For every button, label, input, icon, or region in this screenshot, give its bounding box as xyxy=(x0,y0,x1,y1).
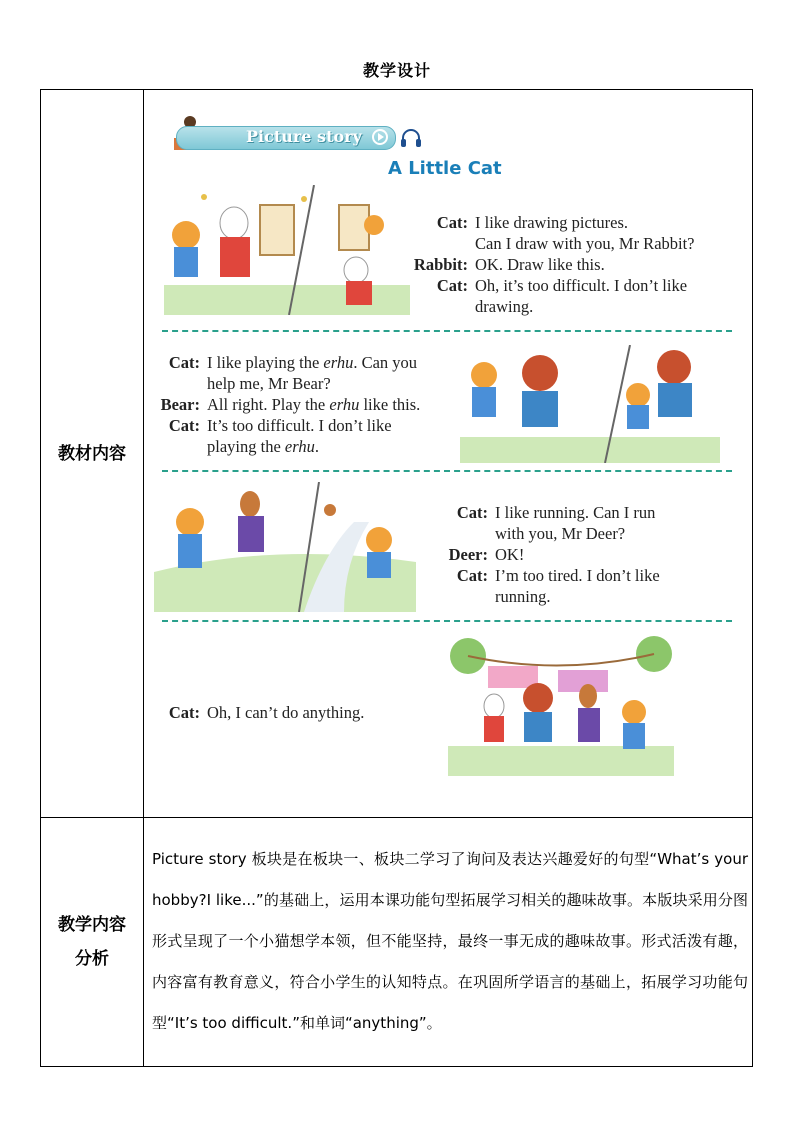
dialog-line: Oh, I can’t do anything. xyxy=(207,703,365,722)
dialog-line: OK. Draw like this. xyxy=(475,255,605,274)
dialog-line: I like running. Can I run xyxy=(495,503,656,522)
materials-label: 教材内容 xyxy=(41,90,144,818)
speaker-label: Cat: xyxy=(456,566,488,585)
erhu-word: erhu xyxy=(323,353,354,372)
dialog-line: I’m too tired. I don’t like xyxy=(495,566,660,585)
story-title: A Little Cat xyxy=(388,158,502,179)
dialog-panel-2 xyxy=(138,352,420,457)
dashed-divider xyxy=(162,330,732,332)
cat-bear-erhu-illustration xyxy=(460,345,720,463)
headphones-icon[interactable] xyxy=(400,128,422,148)
dialog-panel-4 xyxy=(138,702,364,723)
lesson-plan-table xyxy=(40,89,753,1067)
dialog-line: I like drawing pictures. xyxy=(475,213,629,232)
speaker-label: Bear: xyxy=(160,395,200,414)
speaker-label xyxy=(138,436,207,457)
picture-story-banner xyxy=(176,126,396,150)
dialog-line: drawing. xyxy=(475,297,534,316)
materials-content xyxy=(144,90,753,818)
analysis-label-line2: 分析 xyxy=(75,949,109,969)
speaker-label xyxy=(406,233,475,254)
speaker-label: Cat: xyxy=(436,276,468,295)
speaker-label xyxy=(138,373,207,394)
dialog-line: running. xyxy=(495,587,551,606)
speaker-label: Cat: xyxy=(436,213,468,232)
dialog-line: Can I draw with you, Mr Rabbit? xyxy=(475,234,695,253)
banner-label: Picture story xyxy=(246,127,362,146)
erhu-word: erhu xyxy=(284,437,315,456)
dashed-divider xyxy=(162,470,732,472)
speaker-label: Deer: xyxy=(448,545,488,564)
cat-rabbit-drawing-illustration xyxy=(164,185,410,315)
speaker-label: Rabbit: xyxy=(413,255,468,274)
dialog-line: like this. xyxy=(359,395,421,414)
speaker-label: Cat: xyxy=(168,416,200,435)
dashed-divider xyxy=(162,620,732,622)
dialog-line: help me, Mr Bear? xyxy=(207,374,331,393)
analysis-content xyxy=(144,818,753,1067)
table-row-analysis xyxy=(41,818,753,1067)
speaker-label xyxy=(406,296,475,317)
dialog-line: playing the xyxy=(207,437,285,456)
analysis-label-line1: 教学内容 xyxy=(58,915,126,935)
analysis-paragraph: Picture story 板块是在板块一、板块二学习了询问及表达兴趣爱好的句型“What’s your hobby?I like...”的基础上，运用本课功能句型拓展学习相关的趣味故事。本版块采用分图形式呈现了一个小猫想学本领，但不能坚持，最终一事无成的趣味故事。形式活泼有趣，内容富有教育意义，符合小学生的认知特点。在巩固所学语言的基础上，拓展学习功能句型“It’s too difficult.”和单词“anything”。 xyxy=(152,849,748,1032)
erhu-word: erhu xyxy=(329,395,360,414)
dialog-panel-3 xyxy=(426,502,660,607)
speaker-label xyxy=(426,586,495,607)
play-icon[interactable] xyxy=(372,129,388,145)
cat-deer-running-illustration xyxy=(154,482,416,612)
dialog-panel-1 xyxy=(406,212,695,317)
animals-friends-illustration xyxy=(448,636,674,776)
dialog-line: It’s too difficult. I don’t like xyxy=(207,416,392,435)
speaker-label: Cat: xyxy=(168,703,200,722)
dialog-line: I like playing the xyxy=(207,353,324,372)
dialog-line: . xyxy=(314,437,319,456)
page-title: 教学设计 xyxy=(362,61,431,80)
table-row-materials xyxy=(41,90,753,818)
analysis-label xyxy=(41,818,144,1067)
dialog-line: Oh, it’s too difficult. I don’t like xyxy=(475,276,688,295)
speaker-label xyxy=(426,523,495,544)
dialog-line: with you, Mr Deer? xyxy=(495,524,626,543)
speaker-label: Cat: xyxy=(456,503,488,522)
dialog-line: All right. Play the xyxy=(207,395,330,414)
picture-story xyxy=(144,90,754,817)
dialog-line: . Can you xyxy=(353,353,418,372)
dialog-line: OK! xyxy=(495,545,525,564)
speaker-label: Cat: xyxy=(168,353,200,372)
